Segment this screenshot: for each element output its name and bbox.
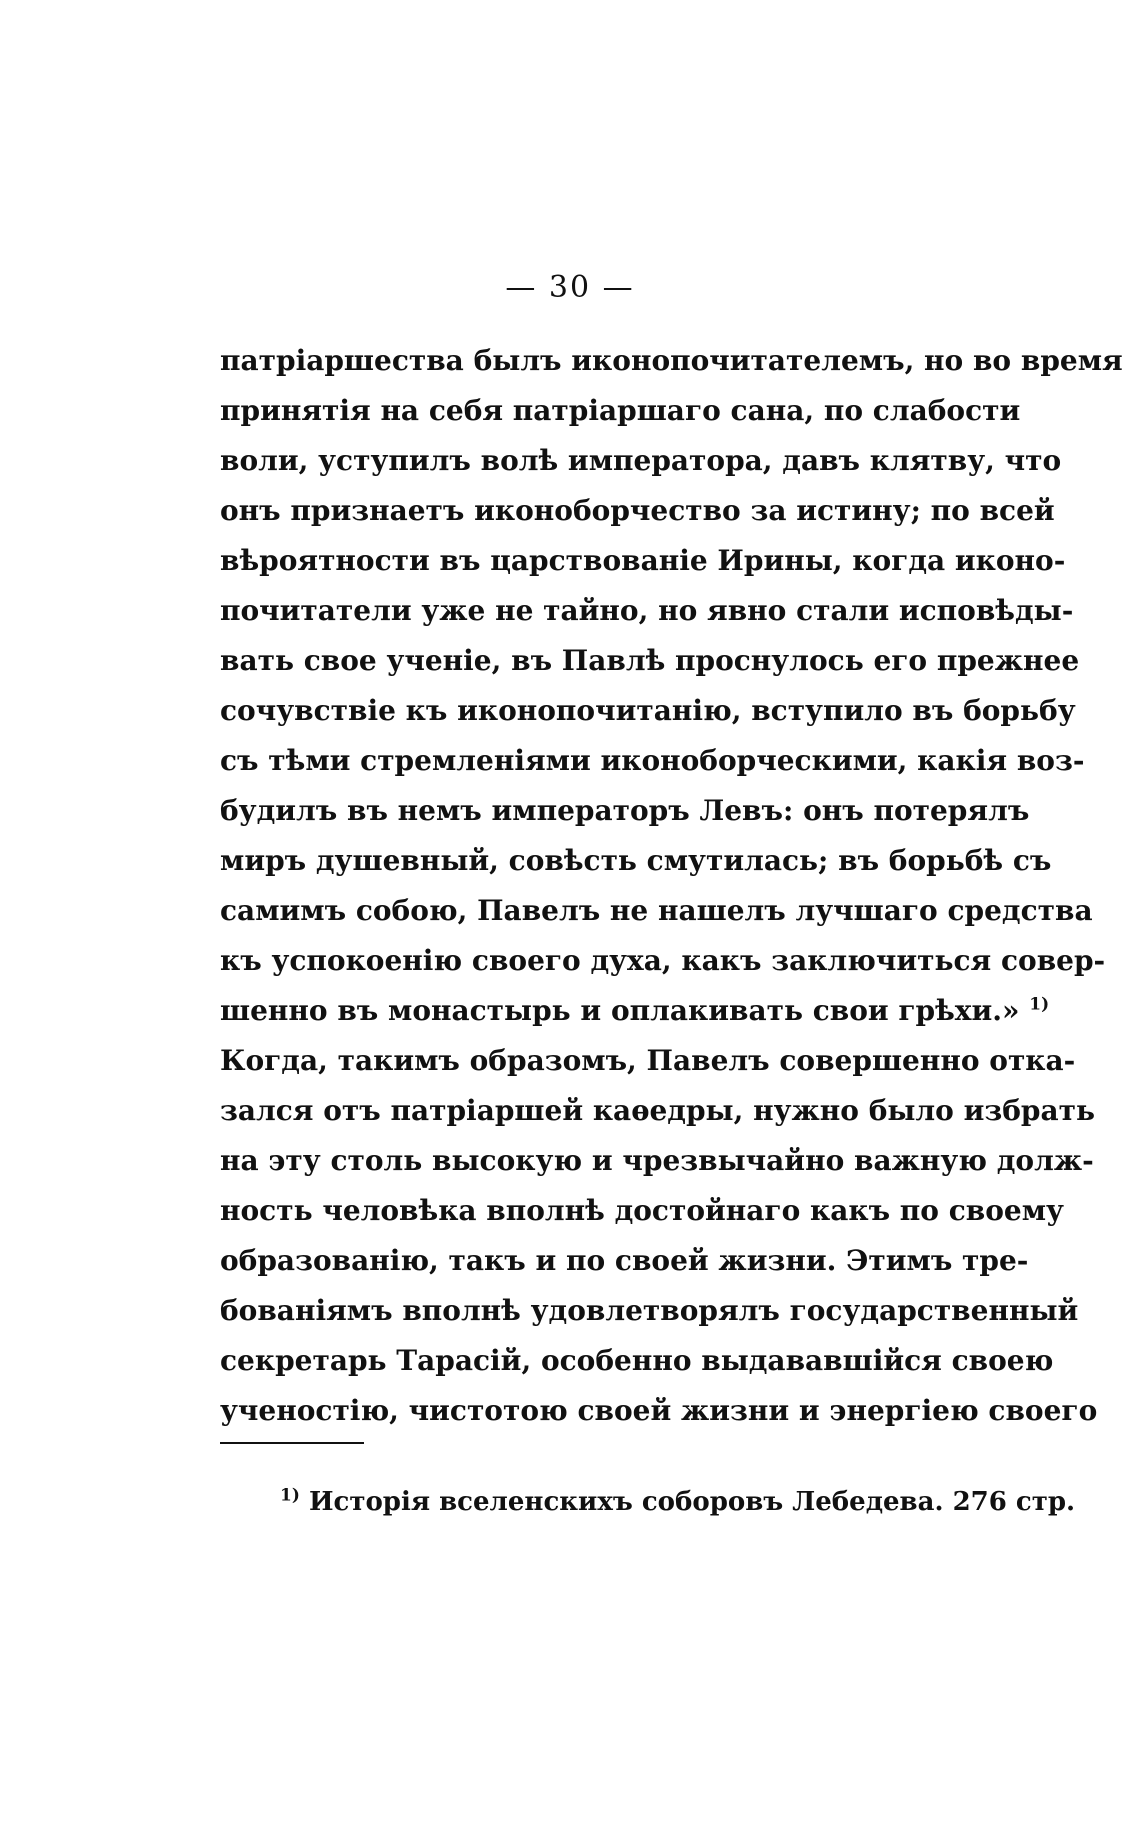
text-line: самимъ собою, Павелъ не нашелъ лучшаго средства <box>220 894 1093 927</box>
footnote-marker: 1) <box>280 1485 300 1506</box>
text-line: зался отъ патріаршей каѳедры, нужно было избрать <box>220 1094 1095 1127</box>
text-line: почитатели уже не тайно, но явно стали исповѣды- <box>220 594 1074 627</box>
footnote-divider <box>220 1442 364 1444</box>
text-line: миръ душевный, совѣсть смутилась; въ борьбѣ съ <box>220 844 1052 877</box>
text-line: вѣроятности въ царствованіе Ирины, когда иконо- <box>220 544 1066 577</box>
text-line: образованію, такъ и по своей жизни. Этимъ тре- <box>220 1244 1029 1277</box>
text-line: будилъ въ немъ императоръ Левъ: онъ потерялъ <box>220 794 1030 827</box>
text-line: принятія на себя патріаршаго сана, по слабости <box>220 394 1021 427</box>
body-text <box>220 336 1123 1436</box>
text-line: Когда, такимъ образомъ, Павелъ совершенно отка- <box>220 1044 1076 1077</box>
text-line: воли, уступилъ волѣ императора, давъ клятву, что <box>220 444 1062 477</box>
text-line: патріаршества былъ иконопочитателемъ, но во время <box>220 344 1123 377</box>
text-line: съ тѣми стремленіями иконоборческими, какія воз- <box>220 744 1085 777</box>
footnote-text: Исторія вселенскихъ соборовъ Лебедева. 276 стр. <box>308 1487 1076 1517</box>
text-line: вать свое ученіе, въ Павлѣ проснулось его прежнее <box>220 644 1080 677</box>
footnote-reference[interactable]: 1) <box>1029 994 1050 1015</box>
text-line: бованіямъ вполнѣ удовлетворялъ государственный <box>220 1294 1079 1327</box>
text-line: ность человѣка вполнѣ достойнаго какъ по своему <box>220 1194 1064 1227</box>
text-line: секретарь Тарасій, особенно выдававшійся своею <box>220 1344 1054 1377</box>
text-line: сочувствіе къ иконопочитанію, вступило въ борьбу <box>220 694 1076 727</box>
text-line: ученостію, чистотою своей жизни и энергіею своего <box>220 1394 1098 1427</box>
page-number: — 30 — <box>505 270 635 305</box>
footnote <box>280 1482 1076 1522</box>
text-line-content: шенно въ монастырь и оплакивать свои грѣхи.» <box>220 994 1020 1027</box>
text-line: на эту столь высокую и чрезвычайно важную долж- <box>220 1144 1094 1177</box>
text-line-with-footnote-ref <box>220 986 1050 1036</box>
text-line: онъ признаетъ иконоборчество за истину; по всей <box>220 494 1055 527</box>
text-line: къ успокоенію своего духа, какъ заключиться совер- <box>220 944 1106 977</box>
